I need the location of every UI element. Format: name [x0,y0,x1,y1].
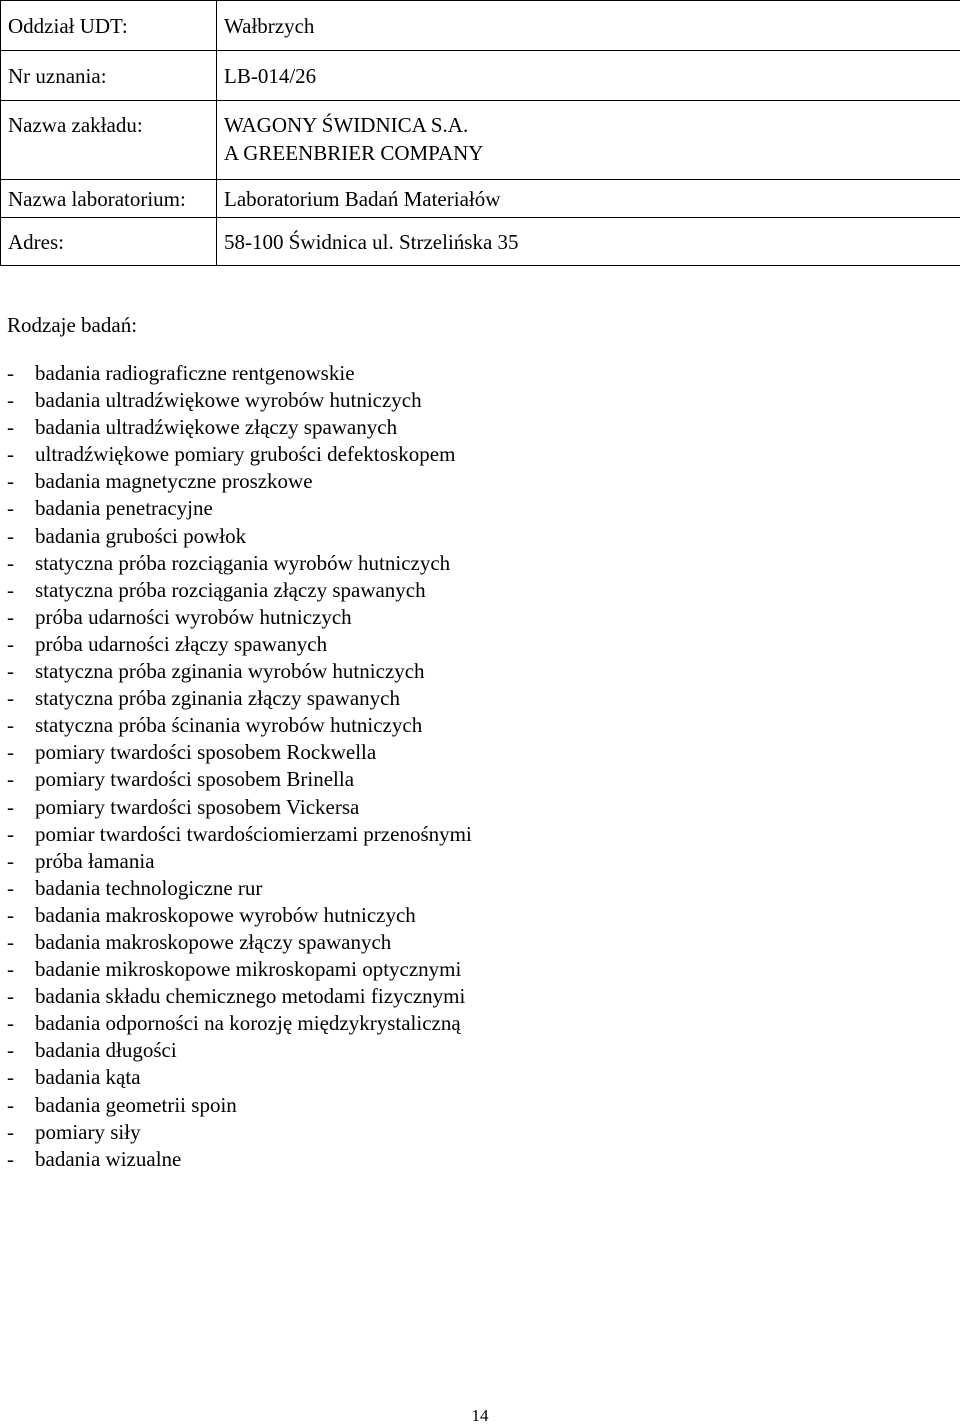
test-list-item [7,929,472,956]
test-name: badania radiograficzne rentgenowskie [35,361,355,385]
branch-label: Oddział UDT: [1,1,217,51]
plant-value [217,101,960,180]
test-name: pomiar twardości twardościomierzami przenośnymi [35,821,472,846]
test-name: próba udarności złączy spawanych [35,631,328,656]
test-list-item [7,821,472,848]
test-list-item [7,1064,472,1091]
test-list-item [7,1092,472,1119]
list-dash: - [7,902,14,927]
branch-value: Wałbrzych [217,1,960,51]
address-row [1,218,960,266]
list-dash: - [7,794,14,819]
list-dash: - [7,984,14,1009]
test-list-item [7,387,472,414]
list-dash: - [7,496,14,521]
test-list-item [7,875,472,902]
test-list-item [7,550,472,577]
test-list-item [7,360,472,387]
test-name: próba udarności wyrobów hutniczych [35,604,352,629]
test-list-item [7,712,472,739]
test-name: badania kąta [35,1065,141,1090]
accreditation-value: LB-014/26 [217,51,960,101]
plant-value-line2: A GREENBRIER COMPANY [224,141,484,165]
list-dash: - [7,713,14,738]
list-dash: - [7,957,14,982]
test-name: statyczna próba rozciągania złączy spawanych [35,577,426,602]
accreditation-label: Nr uznania: [1,51,217,101]
test-list-item [7,604,472,631]
list-dash: - [7,1065,14,1090]
test-name: badania geometrii spoin [35,1092,237,1117]
test-name: badania odporności na korozję międzykrystaliczną [35,1011,461,1036]
test-list-item [7,739,472,766]
list-dash: - [7,361,14,385]
list-dash: - [7,1119,14,1144]
list-dash: - [7,388,14,413]
list-dash: - [7,767,14,792]
test-name: badania ultradźwiękowe złączy spawanych [35,415,398,440]
list-dash: - [7,1092,14,1117]
list-dash: - [7,577,14,602]
list-dash: - [7,604,14,629]
test-name: statyczna próba zginania wyrobów hutniczych [35,659,425,684]
lab-row [1,180,960,218]
test-name: pomiary twardości sposobem Brinella [35,767,355,792]
test-list-item [7,495,472,522]
plant-value-line1: WAGONY ŚWIDNICA S.A. [224,113,469,137]
list-dash: - [7,631,14,656]
lab-label: Nazwa laboratorium: [1,180,217,218]
plant-label: Nazwa zakładu: [1,101,217,180]
test-list-item [7,414,472,441]
test-name: statyczna próba zginania złączy spawanych [35,686,400,711]
list-dash: - [7,848,14,873]
test-name: badania penetracyjne [35,496,213,521]
test-list-item [7,1010,472,1037]
test-list-item [7,1037,472,1064]
list-dash: - [7,740,14,765]
test-name: statyczna próba rozciągania wyrobów hutniczych [35,550,451,575]
test-name: badania makroskopowe wyrobów hutniczych [35,902,416,927]
list-dash: - [7,1038,14,1063]
accreditation-row [1,51,960,101]
test-name: statyczna próba ścinania wyrobów hutniczych [35,713,423,738]
branch-row [1,1,960,51]
test-name: badania ultradźwiękowe wyrobów hutniczych [35,388,422,413]
test-list-item [7,577,472,604]
test-list-item [7,766,472,793]
test-list-item [7,685,472,712]
test-list-item [7,523,472,550]
test-name: badania technologiczne rur [35,875,263,900]
list-dash: - [7,523,14,548]
test-name: badanie mikroskopowe mikroskopami optycznymi [35,957,462,982]
test-name: pomiary twardości sposobem Rockwella [35,740,377,765]
list-dash: - [7,415,14,440]
address-value: 58-100 Świdnica ul. Strzelińska 35 [217,218,960,266]
list-dash: - [7,821,14,846]
test-name: badania długości [35,1038,177,1063]
test-name: badania wizualne [35,1146,182,1171]
test-list-item [7,658,472,685]
list-dash: - [7,469,14,494]
test-list-item [7,848,472,875]
test-list-item [7,902,472,929]
test-name: próba łamania [35,848,155,873]
list-dash: - [7,1011,14,1036]
tests-heading: Rodzaje badań: [7,313,138,337]
test-name: badania grubości powłok [35,523,247,548]
list-dash: - [7,686,14,711]
list-dash: - [7,442,14,467]
list-dash: - [7,659,14,684]
test-name: pomiary siły [35,1119,141,1144]
test-list-item [7,1119,472,1146]
test-list-item [7,794,472,821]
test-name: badania składu chemicznego metodami fizycznymi [35,984,466,1009]
test-name: ultradźwiękowe pomiary grubości defektoskopem [35,442,456,467]
test-name: badania makroskopowe złączy spawanych [35,929,392,954]
test-list-item [7,631,472,658]
list-dash: - [7,550,14,575]
address-label: Adres: [1,218,217,266]
test-name: badania magnetyczne proszkowe [35,469,313,494]
plant-row [1,101,960,180]
test-list-item [7,468,472,495]
test-list-item [7,441,472,468]
test-list-item [7,1146,472,1173]
tests-list [7,360,472,1173]
lab-info-table [0,0,960,266]
list-dash: - [7,1146,14,1171]
test-list-item [7,956,472,983]
list-dash: - [7,875,14,900]
list-dash: - [7,929,14,954]
page-number: 14 [471,1406,489,1425]
test-name: pomiary twardości sposobem Vickersa [35,794,360,819]
lab-value: Laboratorium Badań Materiałów [217,180,960,218]
test-list-item [7,983,472,1010]
